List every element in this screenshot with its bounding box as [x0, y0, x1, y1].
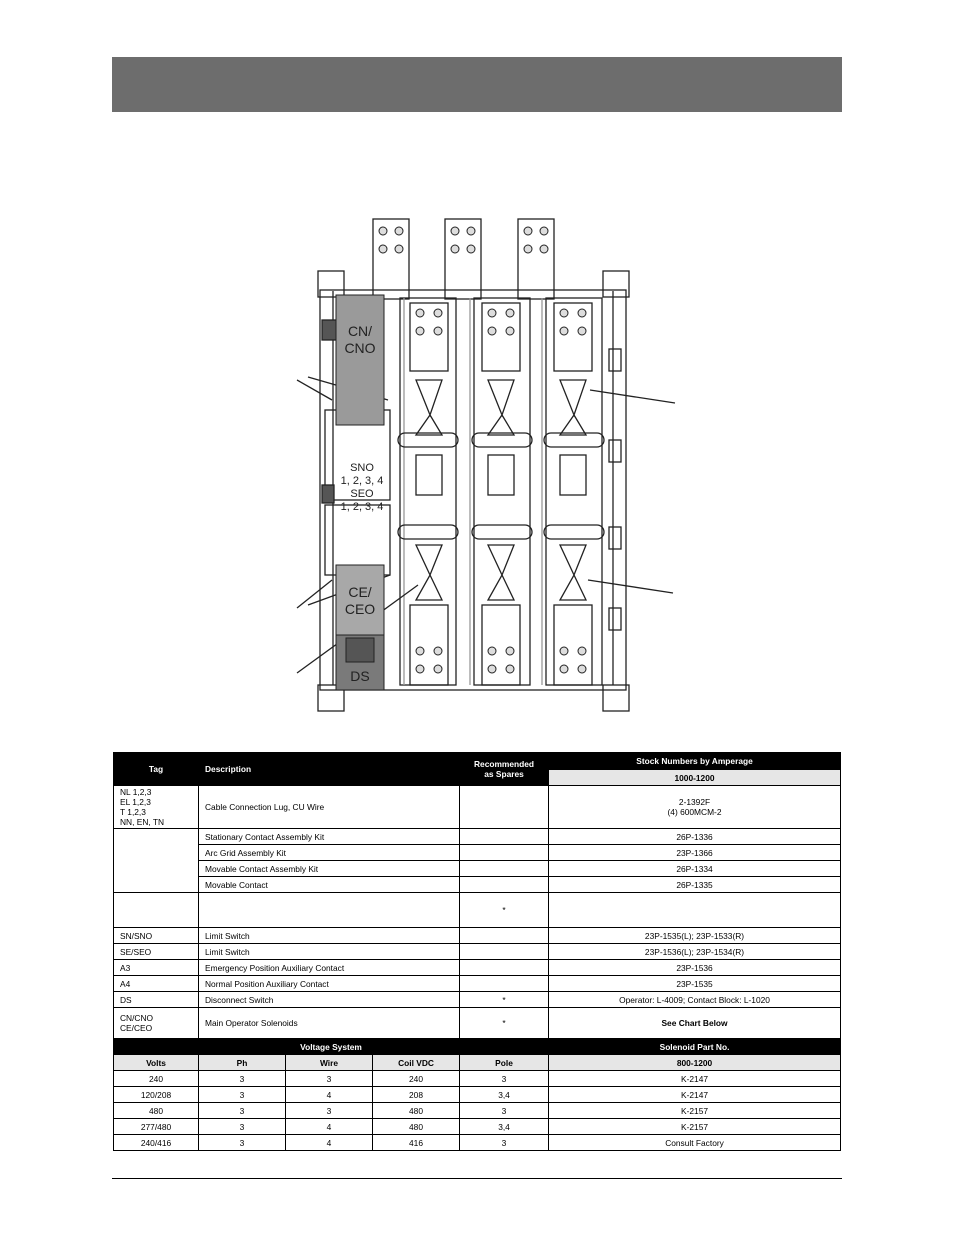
- seo-label-line1: SEO: [350, 488, 374, 500]
- stock-line: See Chart Below: [661, 1018, 728, 1028]
- stock-number-cell: [549, 960, 841, 976]
- voltage-cell: 480: [373, 1119, 460, 1135]
- voltage-cell: 120/208: [114, 1087, 199, 1103]
- stock-number-cell: [549, 877, 841, 893]
- ds-label: DS: [350, 668, 370, 684]
- voltage-cell: 3: [199, 1103, 286, 1119]
- voltage-cell: 208: [373, 1087, 460, 1103]
- parts-row: [114, 1008, 841, 1039]
- voltage-row: [114, 1087, 841, 1103]
- parts-row: [114, 845, 841, 861]
- cn-cno-label-line1: CN/: [347, 323, 373, 339]
- voltage-cell: 3,4: [460, 1087, 549, 1103]
- description-cell: Movable Contact Assembly Kit: [199, 861, 460, 877]
- footer-rule: [112, 1178, 842, 1179]
- description-cell: [199, 893, 460, 928]
- spare-cell: [460, 928, 549, 944]
- stock-number-cell: [549, 976, 841, 992]
- stock-line: Operator: L-4009; Contact Block: L-1020: [619, 994, 770, 1005]
- tag-line: NL 1,2,3: [120, 787, 152, 797]
- spare-cell: [460, 976, 549, 992]
- header-tag: Tag: [114, 753, 199, 786]
- voltage-cell: 3: [460, 1071, 549, 1087]
- voltage-cell: 3: [286, 1071, 373, 1087]
- voltage-row: [114, 1071, 841, 1087]
- parts-row: [114, 976, 841, 992]
- cn-cno-label-line2: CNO: [344, 340, 376, 356]
- voltage-row: [114, 1119, 841, 1135]
- voltage-cell: 3: [199, 1071, 286, 1087]
- section-banner: [112, 57, 842, 112]
- voltage-cell: 480: [114, 1103, 199, 1119]
- tag-cell: [114, 944, 199, 960]
- stock-number-cell: [549, 829, 841, 845]
- spare-cell: [460, 786, 549, 829]
- parts-row: [114, 928, 841, 944]
- parts-row: [114, 992, 841, 1008]
- voltage-cell: Consult Factory: [549, 1135, 841, 1151]
- tag-cell: [114, 1008, 199, 1039]
- parts-table: [113, 752, 841, 1151]
- stock-number-cell: [549, 992, 841, 1008]
- header-stock-numbers: Stock Numbers by Amperage: [549, 753, 841, 770]
- spare-cell: *: [460, 992, 549, 1008]
- voltage-column-header: Coil VDC: [373, 1055, 460, 1071]
- tag-cell: [114, 893, 199, 928]
- voltage-cell: 3: [199, 1135, 286, 1151]
- tag-line: A4: [120, 978, 131, 989]
- voltage-cell: K-2157: [549, 1119, 841, 1135]
- parts-row: [114, 786, 841, 829]
- voltage-cell: 3: [460, 1103, 549, 1119]
- header-amperage: 1000-1200: [549, 770, 841, 786]
- description-cell: Cable Connection Lug, CU Wire: [199, 786, 460, 829]
- voltage-cell: 240: [373, 1071, 460, 1087]
- voltage-row: [114, 1103, 841, 1119]
- tag-line: CN/CNO: [120, 1013, 154, 1023]
- stock-line: 2-1392F: [678, 797, 711, 807]
- sno-label-line1: SNO: [350, 462, 374, 474]
- stock-line: 23P-1366: [676, 847, 713, 858]
- stock-number-cell: [549, 1008, 841, 1039]
- voltage-column-header: Ph: [199, 1055, 286, 1071]
- tag-line: EL 1,2,3: [120, 797, 151, 807]
- tag-line: SE/SEO: [120, 946, 152, 957]
- spare-cell: [460, 960, 549, 976]
- voltage-cell: 4: [286, 1119, 373, 1135]
- parts-row: [114, 877, 841, 893]
- voltage-cell: 4: [286, 1135, 373, 1151]
- voltage-cell: 240/416: [114, 1135, 199, 1151]
- ce-ceo-label-line2: CEO: [344, 601, 376, 617]
- sno-label-line2: 1, 2, 3, 4: [340, 475, 384, 487]
- stock-line: 23P-1535(L); 23P-1533(R): [644, 930, 745, 941]
- parts-row: [114, 893, 841, 928]
- parts-row: [114, 960, 841, 976]
- voltage-cell: 3: [460, 1135, 549, 1151]
- stock-line: (4) 600MCM-2: [667, 807, 722, 817]
- description-cell: Normal Position Auxiliary Contact: [199, 976, 460, 992]
- description-cell: Limit Switch: [199, 944, 460, 960]
- voltage-cell: 277/480: [114, 1119, 199, 1135]
- parts-row: [114, 861, 841, 877]
- spare-cell: [460, 877, 549, 893]
- stock-line: 26P-1336: [676, 831, 713, 842]
- voltage-column-header: Volts: [114, 1055, 199, 1071]
- seo-label-line2: 1, 2, 3, 4: [340, 501, 384, 513]
- ce-ceo-label-line1: CE/: [348, 584, 372, 600]
- tag-line: CE/CEO: [120, 1023, 153, 1033]
- stock-line: 26P-1334: [676, 863, 713, 874]
- tag-line: DS: [120, 994, 132, 1005]
- voltage-column-header: Pole: [460, 1055, 549, 1071]
- stock-number-cell: [549, 928, 841, 944]
- description-cell: Movable Contact: [199, 877, 460, 893]
- tag-cell: [114, 829, 199, 893]
- header-recommended-spares: Recommended as Spares: [460, 753, 549, 786]
- stock-number-cell: [549, 861, 841, 877]
- voltage-cell: 3,4: [460, 1119, 549, 1135]
- voltage-column-headers: [114, 1055, 841, 1071]
- parts-row: [114, 829, 841, 845]
- transfer-switch-diagram: [270, 195, 690, 720]
- tag-cell: [114, 960, 199, 976]
- voltage-cell: 4: [286, 1087, 373, 1103]
- stock-number-cell: [549, 845, 841, 861]
- description-cell: Emergency Position Auxiliary Contact: [199, 960, 460, 976]
- voltage-system-header: Voltage System: [114, 1039, 549, 1055]
- tag-cell: [114, 976, 199, 992]
- spare-cell: [460, 944, 549, 960]
- voltage-cell: K-2157: [549, 1103, 841, 1119]
- spare-cell: [460, 845, 549, 861]
- spare-cell: [460, 829, 549, 845]
- stock-line: 23P-1536(L); 23P-1534(R): [644, 946, 745, 957]
- voltage-cell: K-2147: [549, 1087, 841, 1103]
- voltage-column-header: Wire: [286, 1055, 373, 1071]
- parts-row: [114, 944, 841, 960]
- voltage-cell: 3: [286, 1103, 373, 1119]
- tag-line: A3: [120, 962, 131, 973]
- voltage-cell: 480: [373, 1103, 460, 1119]
- description-cell: Limit Switch: [199, 928, 460, 944]
- parts-rows: [114, 786, 841, 1039]
- tag-cell: [114, 992, 199, 1008]
- voltage-cell: 3: [199, 1087, 286, 1103]
- description-cell: Disconnect Switch: [199, 992, 460, 1008]
- voltage-cell: 3: [199, 1119, 286, 1135]
- voltage-row: [114, 1135, 841, 1151]
- spare-cell: *: [460, 893, 549, 928]
- spare-cell: *: [460, 1008, 549, 1039]
- tag-cell: [114, 928, 199, 944]
- voltage-cell: 240: [114, 1071, 199, 1087]
- voltage-cell: K-2147: [549, 1071, 841, 1087]
- tag-cell: [114, 786, 199, 829]
- spare-cell: [460, 861, 549, 877]
- solenoid-part-header: Solenoid Part No.: [549, 1039, 841, 1055]
- stock-number-cell: [549, 786, 841, 829]
- description-cell: Stationary Contact Assembly Kit: [199, 829, 460, 845]
- stock-line: 23P-1536: [676, 962, 713, 973]
- description-cell: Main Operator Solenoids: [199, 1008, 460, 1039]
- voltage-column-header: 800-1200: [549, 1055, 841, 1071]
- header-description: Description: [199, 753, 460, 786]
- voltage-cell: 416: [373, 1135, 460, 1151]
- stock-line: 23P-1535: [676, 978, 713, 989]
- description-cell: Arc Grid Assembly Kit: [199, 845, 460, 861]
- stock-number-cell: [549, 893, 841, 928]
- tag-line: NN, EN, TN: [120, 817, 165, 827]
- stock-line: 26P-1335: [676, 879, 713, 890]
- voltage-rows: [114, 1071, 841, 1151]
- stock-number-cell: [549, 944, 841, 960]
- tag-line: T 1,2,3: [120, 807, 146, 817]
- tag-line: SN/SNO: [120, 930, 153, 941]
